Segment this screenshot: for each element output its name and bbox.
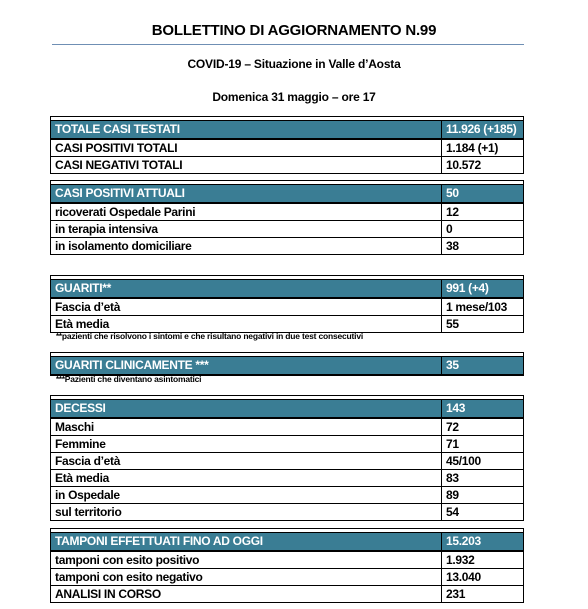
bulletin-subtitle: COVID-19 – Situazione in Valle d’Aosta xyxy=(187,57,401,71)
guariti-footnote xyxy=(56,331,363,341)
header-value: 35 xyxy=(442,357,524,376)
table-row xyxy=(51,453,524,470)
row-label: sul territorio xyxy=(51,504,442,521)
table-row xyxy=(51,470,524,487)
table-guariti xyxy=(50,275,524,333)
table-row xyxy=(51,586,524,603)
table-row xyxy=(51,487,524,504)
footnote-mark: *** xyxy=(56,375,65,384)
row-label: tamponi con esito positivo xyxy=(51,551,442,569)
row-value: 10.572 xyxy=(442,157,524,174)
table-guariti-clinicamente xyxy=(50,352,524,376)
table-row xyxy=(51,157,524,174)
table-row xyxy=(51,238,524,255)
header-value: 15.203 xyxy=(442,533,524,552)
table-decessi xyxy=(50,395,524,521)
row-value: 38 xyxy=(442,238,524,255)
row-value: 1 mese/103 xyxy=(442,298,524,316)
table-header-row xyxy=(51,185,524,204)
header-label: TAMPONI EFFETTUATI FINO AD OGGI xyxy=(51,533,442,552)
bulletin-date: Domenica 31 maggio – ore 17 xyxy=(212,90,376,104)
row-value: 12 xyxy=(442,203,524,221)
header-label: DECESSI xyxy=(51,400,442,419)
table-casi-positivi xyxy=(50,180,524,255)
header-label: TOTALE CASI TESTATI xyxy=(51,121,442,140)
header-label: GUARITI CLINICAMENTE *** xyxy=(51,357,442,376)
header-value: 991 (+4) xyxy=(442,280,524,299)
table-casi-testati xyxy=(50,116,524,174)
footnote-mark: ** xyxy=(56,332,62,341)
row-value: 54 xyxy=(442,504,524,521)
row-value: 1.932 xyxy=(442,551,524,569)
header-label: CASI POSITIVI ATTUALI xyxy=(51,185,442,204)
row-label: in terapia intensiva xyxy=(51,221,442,238)
header-label: GUARITI** xyxy=(51,280,442,299)
row-label: tamponi con esito negativo xyxy=(51,569,442,586)
row-value: 0 xyxy=(442,221,524,238)
table-tamponi xyxy=(50,528,524,603)
table-header-row xyxy=(51,357,524,376)
row-label: Età media xyxy=(51,316,442,333)
row-value: 45/100 xyxy=(442,453,524,470)
guariti-clinicamente-footnote xyxy=(56,374,201,384)
bulletin-title: BOLLETTINO DI AGGIORNAMENTO N.99 xyxy=(151,22,437,39)
row-value: 231 xyxy=(442,586,524,603)
row-label: in Ospedale xyxy=(51,487,442,504)
table-header-row xyxy=(51,121,524,140)
table-row xyxy=(51,139,524,157)
row-label: ricoverati Ospedale Parini xyxy=(51,203,442,221)
footnote-text: pazienti che risolvono i sintomi e che risultano negativi in due test consecutivi xyxy=(61,331,364,341)
row-value: 55 xyxy=(442,316,524,333)
row-label: Età media xyxy=(51,470,442,487)
table-row xyxy=(51,569,524,586)
row-label: Maschi xyxy=(51,418,442,436)
row-value: 13.040 xyxy=(442,569,524,586)
row-label: Fascia d’età xyxy=(51,453,442,470)
row-value: 72 xyxy=(442,418,524,436)
row-value: 89 xyxy=(442,487,524,504)
table-row xyxy=(51,551,524,569)
row-label: in isolamento domiciliare xyxy=(51,238,442,255)
footnote-text: Pazienti che diventano asintomatici xyxy=(64,374,202,384)
table-row xyxy=(51,203,524,221)
row-value: 83 xyxy=(442,470,524,487)
header-value: 11.926 (+185) xyxy=(442,121,524,140)
table-header-row xyxy=(51,533,524,552)
row-value: 1.184 (+1) xyxy=(442,139,524,157)
row-label: CASI POSITIVI TOTALI xyxy=(51,139,442,157)
table-row xyxy=(51,221,524,238)
header-value: 143 xyxy=(442,400,524,419)
row-label: Femmine xyxy=(51,436,442,453)
table-header-row xyxy=(51,280,524,299)
row-label: ANALISI IN CORSO xyxy=(51,586,442,603)
table-row xyxy=(51,298,524,316)
header-value: 50 xyxy=(442,185,524,204)
table-row xyxy=(51,504,524,521)
title-divider xyxy=(52,44,524,45)
row-label: CASI NEGATIVI TOTALI xyxy=(51,157,442,174)
table-row xyxy=(51,316,524,333)
table-row xyxy=(51,436,524,453)
row-label: Fascia d’età xyxy=(51,298,442,316)
table-row xyxy=(51,418,524,436)
table-header-row xyxy=(51,400,524,419)
row-value: 71 xyxy=(442,436,524,453)
